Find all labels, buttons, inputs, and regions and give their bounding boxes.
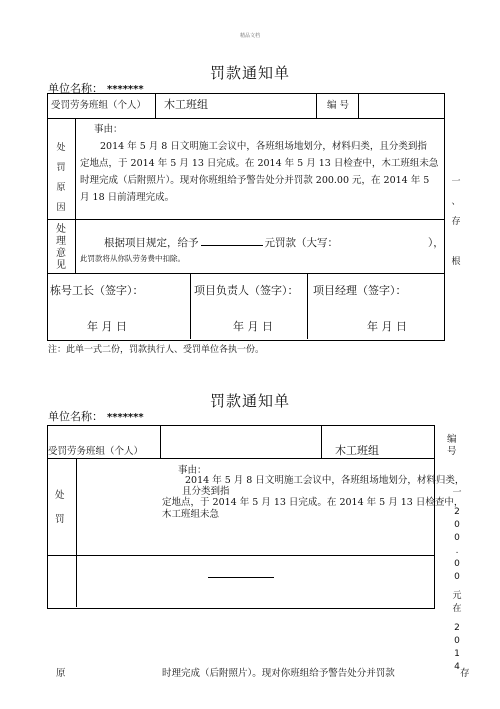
form2-title: 罚款通知单 — [209, 392, 290, 410]
side-char: 0 — [454, 533, 460, 543]
opinion-text: 元罚款（大写： — [264, 237, 338, 249]
form1-reason-line: 定地点，于 2014 年 5 月 13 日完成。在 2014 年 5 月 13 日检查中，木工班组未急 — [80, 158, 439, 169]
side-char: 一 — [452, 488, 462, 498]
form1-date: 年 月 日 — [367, 320, 407, 333]
form2-unit-label: 单位名称： — [48, 410, 103, 423]
form1-hline — [47, 273, 444, 274]
side-char: 因 — [56, 203, 66, 213]
form2-unit-value: ******* — [107, 412, 144, 423]
form2-unit — [48, 408, 144, 424]
form1-date: 年 月 日 — [233, 320, 273, 333]
side-char: 2 — [454, 623, 460, 633]
form1-unit-label: 单位名称： — [48, 82, 103, 95]
side-char: 理 — [56, 236, 66, 247]
form1-sign-manager-in-charge: 项目负责人（签字）： — [194, 284, 299, 297]
form2-reason-line: 且分类到指 — [182, 486, 230, 497]
form1-reason-side — [55, 138, 67, 218]
form1-vline — [307, 273, 308, 339]
form1-reason-line: 月 18 日前清理完成。 — [80, 192, 175, 203]
side-char: 0 — [454, 636, 460, 646]
fine-blank — [201, 245, 263, 246]
side-char: 、 — [451, 197, 461, 207]
side-char: 意 — [56, 248, 66, 259]
form1-vline — [190, 273, 191, 339]
header-note: 精品文档 — [239, 33, 260, 39]
form1-reason-title: 事由： — [94, 124, 123, 135]
form2-bottom-left: 原 — [56, 668, 66, 679]
side-char: 一 — [451, 177, 461, 187]
form2-reason-line: 木工班组未急 — [162, 509, 220, 520]
form2-right-side — [450, 487, 464, 674]
form2-vline — [160, 425, 161, 459]
side-char: 4 — [454, 662, 460, 672]
form2-reason-side: 处 — [55, 490, 65, 501]
form1-stub-side — [449, 172, 463, 272]
form2-bottom-text: 时理完成（后附照片）。现对你班组给予警告处分并罚款 — [162, 668, 395, 679]
form2-team-label: 受罚劳务班组（个人） — [48, 446, 144, 457]
side-char: 2 — [454, 507, 460, 517]
form2-vline — [76, 458, 77, 607]
side-char: 原 — [56, 183, 66, 193]
form2-reason-side: 罚 — [55, 514, 65, 525]
form1-hline — [47, 219, 444, 220]
form2-number-label: 编 — [447, 434, 457, 445]
form2-reason-title: 事由： — [178, 465, 207, 476]
form2-reason-line: 定地点，于 2014 年 5 月 13 日完成。在 2014 年 5 月 13 日检查中， — [162, 497, 464, 508]
opinion-text: ）， — [428, 237, 444, 249]
side-char: 元 — [452, 591, 462, 601]
form1-opinion-line — [104, 236, 444, 251]
form2-team-value: 木工班组 — [335, 444, 379, 457]
form1-vline — [316, 93, 317, 119]
side-char: 0 — [454, 559, 460, 569]
form1-team-value: 木工班组 — [164, 98, 208, 111]
side-char: 在 — [452, 604, 462, 614]
form1-team-label: 受罚劳务班组（个人） — [51, 100, 147, 111]
form2-bottom-right: 存 — [460, 668, 470, 679]
side-char: 见 — [56, 260, 66, 271]
form1-title: 罚款通知单 — [209, 64, 290, 82]
side-char: 0 — [454, 520, 460, 530]
form1-unit-value: ******* — [107, 84, 144, 95]
form2-vline — [321, 425, 322, 459]
form1-hline — [47, 118, 444, 119]
form1-reason-line: 2014 年 5 月 8 日文明施工会议中，各班组场地划分，材料归类，且分类到指 — [100, 141, 427, 152]
form2-fine-blank — [208, 577, 274, 578]
opinion-text: 根据项目规定，给予 — [104, 237, 199, 249]
side-char: 罚 — [56, 163, 66, 173]
form2-hline — [47, 555, 434, 556]
side-char: 0 — [454, 572, 460, 582]
form1-note: 注：此单一式二份，罚款执行人、受罚单位各执一份。 — [48, 345, 265, 355]
side-char: 根 — [451, 257, 461, 267]
side-char: . — [455, 546, 459, 556]
side-char — [449, 232, 463, 252]
form1-number-label: 编 号 — [327, 100, 350, 111]
form1-vline — [155, 93, 156, 119]
side-char: 处 — [56, 224, 66, 235]
side-char: 处 — [56, 143, 66, 153]
form1-reason-line: 时理完成（后附照片）。现对你班组给予警告处分并罚款 200.00 元，在 2014 年 5 — [80, 175, 430, 186]
form1-sign-foreman: 栋号工长（签字）： — [50, 284, 144, 297]
form1-opinion-line2: 此罚款将从你队劳务费中扣除。 — [80, 254, 185, 263]
side-char: 存 — [451, 217, 461, 227]
form1-opinion-side — [55, 224, 67, 272]
form1-vline — [358, 93, 359, 119]
form1-sign-project-manager: 项目经理（签字）： — [313, 284, 407, 297]
form1-vline — [75, 118, 76, 274]
form1-date: 年 月 日 — [87, 320, 127, 333]
form2-number-label2: 号 — [447, 446, 457, 457]
side-char: 1 — [454, 649, 460, 659]
form2-reason-line: 2014 年 5 月 8 日文明施工会议中，各班组场地划分，材料归类， — [185, 475, 465, 486]
